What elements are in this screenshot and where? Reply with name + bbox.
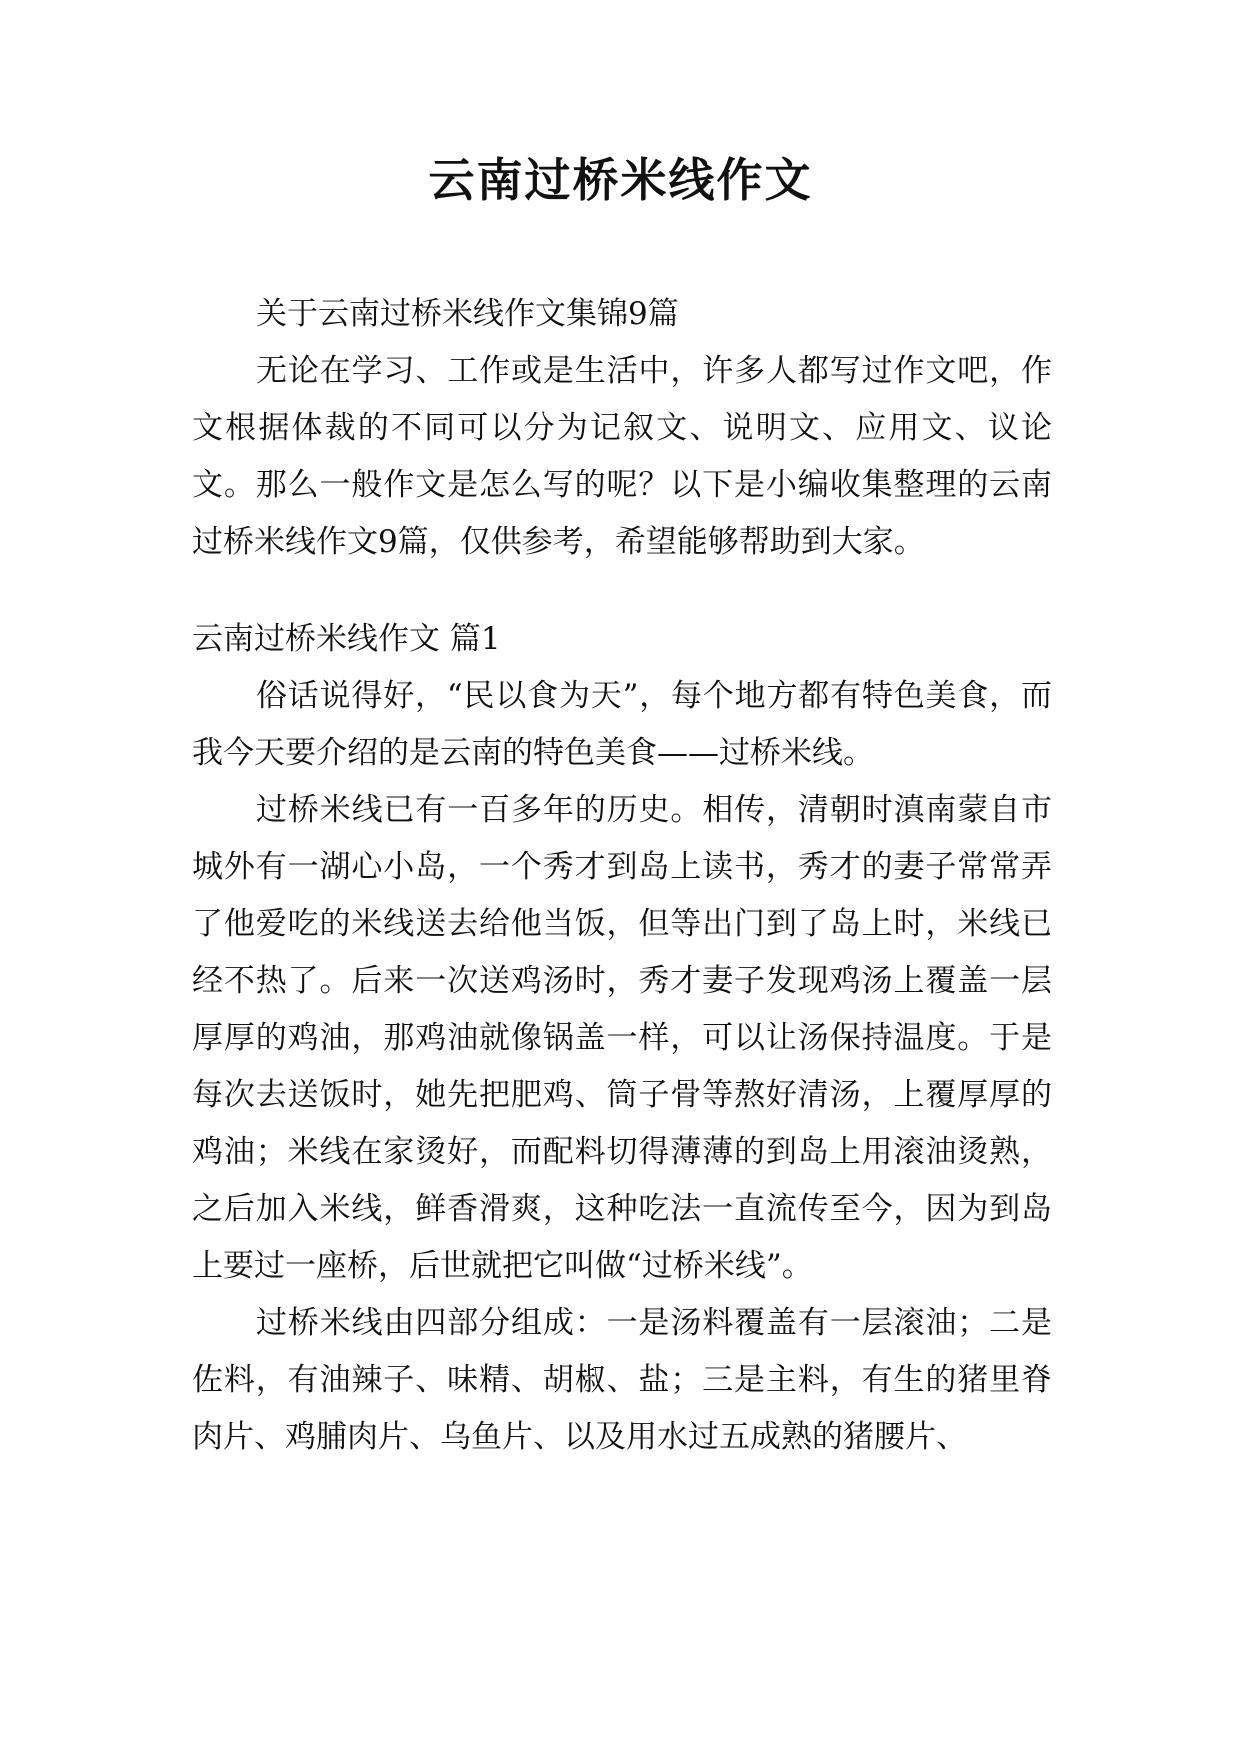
section-paragraph-2: 过桥米线已有一百多年的历史。相传，清朝时滇南蒙自市城外有一湖心小岛，一个秀才到岛上读书，秀才的妻子常常弄了他爱吃的米线送去给他当饭，但等出门到了岛上时，米线已经不热了。后来一次送鸡汤时，秀才妻子发现鸡汤上覆盖一层厚厚的鸡油，那鸡油就像锅盖一样，可以让汤保持温度。于是每次去送饭时，她先把肥鸡、筒子骨等熬好清汤，上覆厚厚的鸡油；米线在家烫好，而配料切得薄薄的到岛上用滚油烫熟，之后加入米线，鲜香滑爽，这种吃法一直流传至今，因为到岛上要过一座桥，后世就把它叫做“过桥米线”。 <box>192 792 1052 1284</box>
document-title: 云南过桥米线作文 <box>428 153 813 207</box>
intro-paragraph: 无论在学习、工作或是生活中，许多人都写过作文吧，作文根据体裁的不同可以分为记叙文、说明文、应用文、议论文。那么一般作文是怎么写的呢？以下是小编收集整理的云南过桥米线作文9篇，仅供参考，希望能够帮助到大家。 <box>192 353 1052 560</box>
section-spacer <box>192 571 1052 611</box>
section-paragraph-1: 俗话说得好，“民以食为天”，每个地方都有特色美食，而我今天要介绍的是云南的特色美食——过桥米线。 <box>192 678 1052 771</box>
intro-subtitle: 关于云南过桥米线作文集锦9篇 <box>256 296 679 332</box>
section-paragraph-3: 过桥米线由四部分组成：一是汤料覆盖有一层滚油；二是佐料，有油辣子、味精、胡椒、盐；三是主料，有生的猪里脊肉片、鸡脯肉片、乌鱼片、以及用水过五成熟的猪腰片、 <box>192 1305 1052 1455</box>
document-body <box>192 286 1052 1466</box>
section-heading: 云南过桥米线作文 篇1 <box>192 621 501 657</box>
